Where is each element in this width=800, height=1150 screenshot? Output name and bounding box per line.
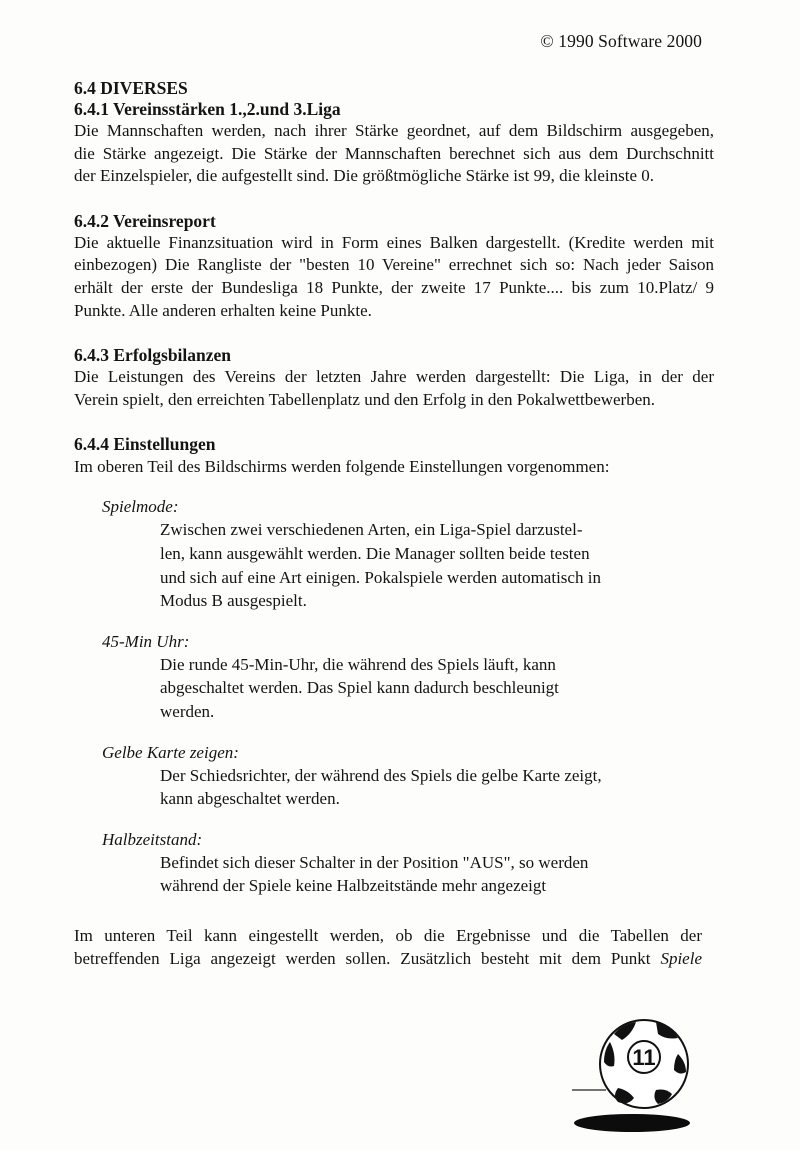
text-line: Die aktuelle Finanzsituation wird in Form eines Balken dargestellt. (Kredite werden mit: [74, 232, 714, 252]
section-heading: 6.4.3 Erfolgsbilanzen: [74, 345, 232, 366]
section-vereinsreport: [74, 211, 714, 322]
text-line: während der Spiele keine Halbzeitstände mehr angezeigt: [160, 876, 547, 896]
section-vereinsstaerken: [74, 99, 714, 188]
text-line: Modus B ausgespielt.: [160, 591, 307, 611]
setting-gelbe-karte: [74, 742, 714, 811]
setting-description: [160, 764, 660, 811]
text-line: Im unteren Teil kann eingestellt werden, ob die Ergebnisse und die Tabellen der: [74, 925, 702, 945]
page-content: [74, 78, 714, 971]
page-number-badge: [570, 1010, 700, 1140]
text-line: werden.: [160, 701, 215, 721]
ball-shadow: [574, 1114, 690, 1132]
text-line: einbezogen) Die Rangliste der "besten 10 Vereine" errechnet sich so: Nach jeder Saison: [74, 255, 714, 275]
text-line: abgeschaltet werden. Das Spiel kann dadurch beschleunigt: [160, 678, 559, 698]
closing-paragraph: [74, 924, 702, 971]
setting-spielmode: [74, 496, 714, 612]
text-line: Verein spielt, den erreichten Tabellenplatz und den Erfolg in den Pokalwettbewerben.: [74, 389, 656, 409]
text-line: erhält der erste der Bundesliga 18 Punkte, der zweite 17 Punkte.... bis zum 10.Platz/ 9: [74, 277, 714, 297]
section-heading: 6.4.1 Vereinsstärken 1.,2.und 3.Liga: [74, 99, 341, 119]
setting-term: Spielmode:: [102, 497, 179, 517]
page-number: 11: [632, 1045, 656, 1070]
setting-term: Halbzeitstand:: [102, 829, 203, 849]
text-fragment: betreffenden Liga angezeigt werden sollen. Zusätzlich besteht mit dem Punkt: [74, 949, 661, 969]
setting-description: [160, 851, 660, 898]
text-line: Befindet sich dieser Schalter in der Position "AUS", so werden: [160, 852, 589, 872]
copyright-notice: © 1990 Software 2000: [540, 31, 702, 51]
setting-term: 45-Min Uhr:: [102, 631, 190, 651]
section-body: [74, 232, 714, 322]
text-line: kann abgeschaltet werden.: [160, 789, 340, 809]
text-line: len, kann ausgewählt werden. Die Manager sollten beide testen: [160, 543, 590, 563]
text-line: Die runde 45-Min-Uhr, die während des Spiels läuft, kann: [160, 654, 556, 674]
section-einstellungen: [74, 434, 714, 898]
section-erfolgsbilanzen: [74, 345, 714, 411]
text-line: Zwischen zwei verschiedenen Arten, ein Liga-Spiel darzustel-: [160, 520, 583, 540]
section-heading: 6.4.2 Vereinsreport: [74, 210, 216, 231]
text-line: der Einzelspieler, die aufgestellt sind. Die größtmögliche Stärke ist 99, die kleinste 0.: [74, 166, 655, 186]
text-line: die Stärke angezeigt. Die Stärke der Mannschaften berechnet sich aus dem Durchschnitt: [74, 143, 714, 163]
text-line: und sich auf eine Art einigen. Pokalspiele werden automatisch in: [160, 567, 601, 587]
soccer-ball-icon: [570, 1010, 700, 1140]
section-body: [74, 366, 714, 411]
text-line: Die Leistungen des Vereins der letzten Jahre werden dargestellt: Die Liga, in der der: [74, 367, 714, 387]
section-title: 6.4 DIVERSES: [74, 78, 188, 98]
setting-45-min-uhr: [74, 631, 714, 724]
italic-term: Spiele: [660, 949, 702, 969]
section-body: [74, 120, 714, 188]
setting-description: [160, 518, 660, 612]
setting-halbzeitstand: [74, 829, 714, 898]
text-line: [74, 947, 702, 971]
section-heading: 6.4.4 Einstellungen: [74, 434, 216, 455]
text-line: Der Schiedsrichter, der während des Spiels die gelbe Karte zeigt,: [160, 765, 602, 785]
section-intro: Im oberen Teil des Bildschirms werden folgende Einstellungen vorgenommen:: [74, 457, 610, 477]
text-line: Punkte. Alle anderen erhalten keine Punkte.: [74, 300, 372, 320]
setting-description: [160, 653, 660, 724]
text-line: Die Mannschaften werden, nach ihrer Stärke geordnet, auf dem Bildschirm ausgegeben,: [74, 121, 714, 140]
setting-term: Gelbe Karte zeigen:: [102, 742, 239, 762]
